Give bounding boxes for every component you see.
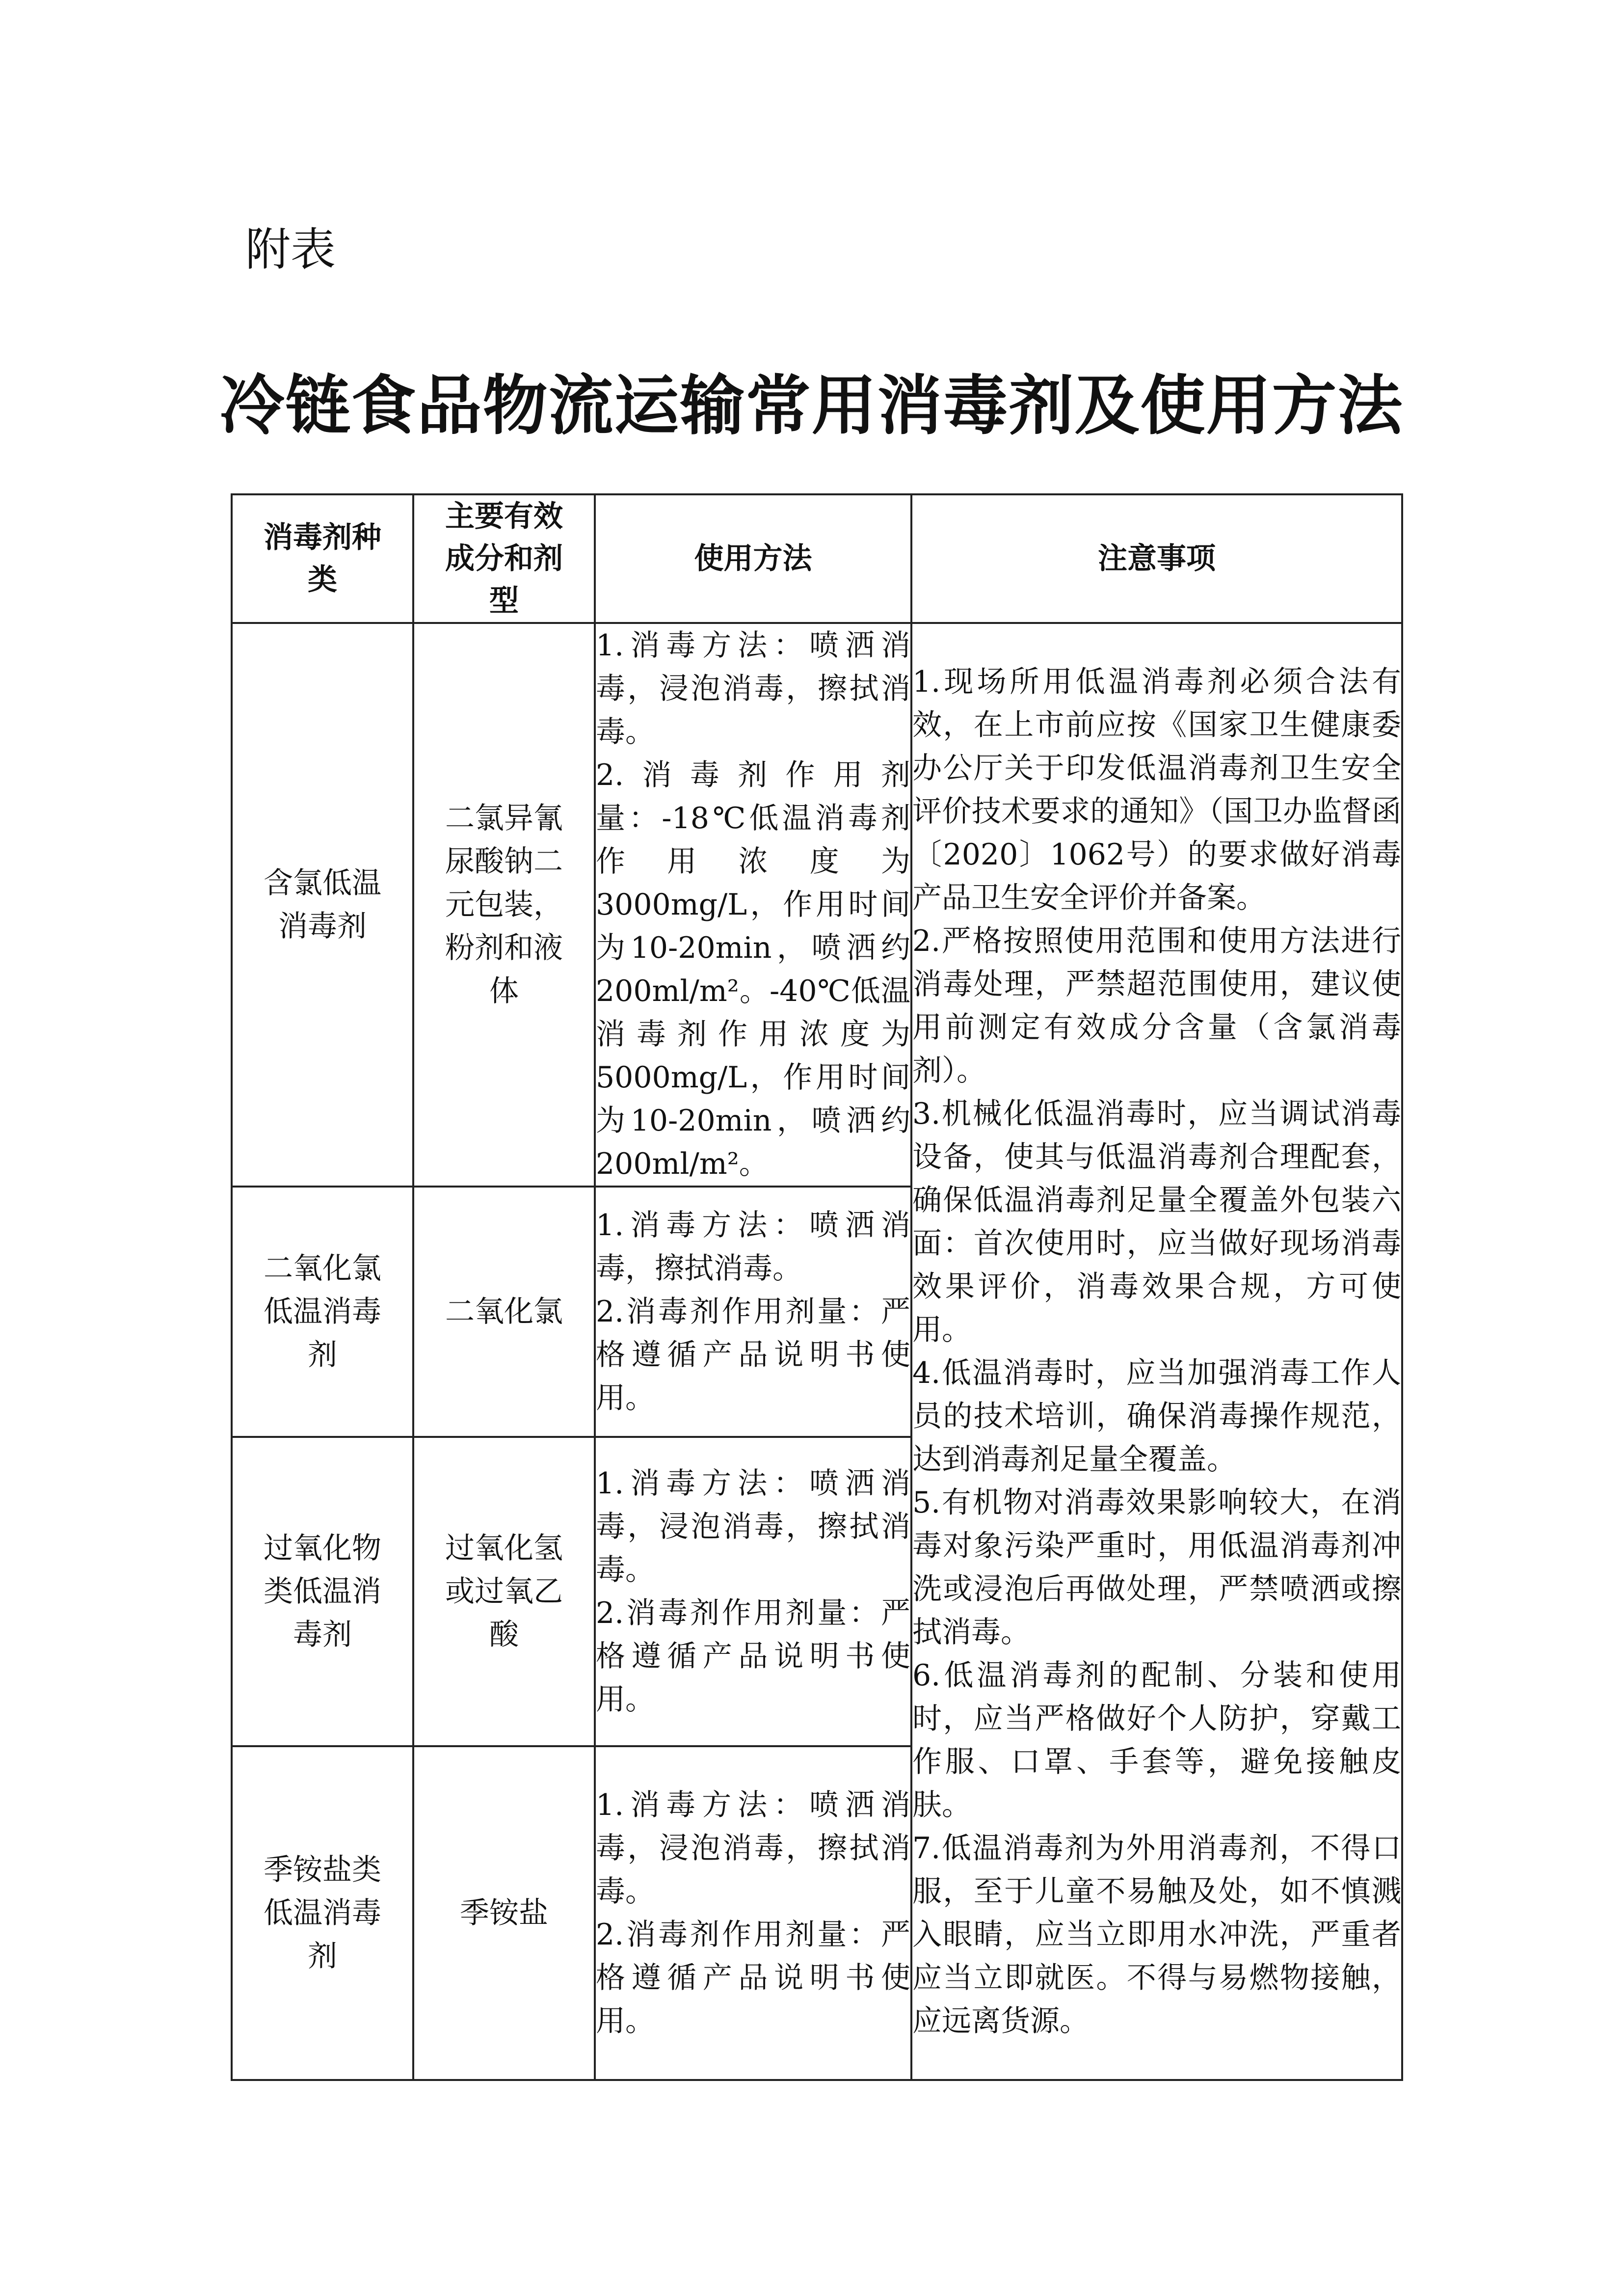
row-1-method	[595, 623, 911, 1187]
row-2-ingredient: 二氧化氯	[413, 1187, 595, 1437]
row-2-method-line-1: 1.消毒方法：喷洒消毒，擦拭消毒。	[596, 1208, 910, 1286]
row-2-type: 二氧化氯低温消毒剂	[232, 1187, 413, 1437]
note-item: 3.机械化低温消毒时，应当调试消毒设备，使其与低温消毒剂合理配套，确保低温消毒剂足量全覆盖外包装六面：首次使用时，应当做好现场消毒效果评价，消毒效果合规，方可使用。	[912, 1097, 1401, 1347]
disinfectant-table	[231, 493, 1403, 2081]
note-item: 2.严格按照使用范围和使用方法进行消毒处理，严禁超范围使用，建议使用前测定有效成分含量（含氯消毒剂）。	[912, 924, 1401, 1088]
row-4-method-line-1: 1.消毒方法：喷洒消毒，浸泡消毒，擦拭消毒。	[596, 1788, 910, 1909]
row-1-ingredient: 二氯异氰尿酸钠二元包装，粉剂和液体	[413, 623, 595, 1187]
row-3-method	[595, 1437, 911, 1746]
note-item: 4.低温消毒时，应当加强消毒工作人员的技术培训，确保消毒操作规范，达到消毒剂足量全覆盖。	[912, 1356, 1401, 1477]
row-1-method-line-1: 1.消毒方法：喷洒消毒，浸泡消毒，擦拭消毒。	[596, 628, 910, 749]
document-title: 冷链食品物流运输常用消毒剂及使用方法	[219, 368, 1404, 444]
note-item: 6.低温消毒剂的配制、分装和使用时，应当严格做好个人防护，穿戴工作服、口罩、手套等，避免接触皮肤。	[912, 1658, 1401, 1822]
row-3-method-line-2: 2.消毒剂作用剂量：严格遵循产品说明书使用。	[596, 1596, 910, 1717]
row-3-method-line-1: 1.消毒方法：喷洒消毒，浸泡消毒，擦拭消毒。	[596, 1466, 910, 1587]
row-2-method	[595, 1187, 911, 1437]
note-item: 5.有机物对消毒效果影响较大，在消毒对象污染严重时，用低温消毒剂冲洗或浸泡后再做处理，严禁喷洒或擦拭消毒。	[912, 1486, 1401, 1649]
annex-label: 附表	[245, 223, 336, 276]
header-type: 消毒剂种类	[232, 494, 413, 623]
note-item: 1.现场所用低温消毒剂必须合法有效，在上市前应按《国家卫生健康委办公厅关于印发低温消毒剂卫生安全评价技术要求的通知》（国卫办监督函〔2020〕1062号）的要求做好消毒产品卫生安全评价并备案。	[912, 665, 1401, 915]
table-row	[232, 623, 1402, 1187]
row-4-method-line-2: 2.消毒剂作用剂量：严格遵循产品说明书使用。	[596, 1918, 910, 2038]
row-2-method-line-2: 2.消毒剂作用剂量：严格遵循产品说明书使用。	[596, 1295, 910, 1415]
row-3-type: 过氧化物类低温消毒剂	[232, 1437, 413, 1746]
row-1-type: 含氯低温消毒剂	[232, 623, 413, 1187]
note-item: 7.低温消毒剂为外用消毒剂，不得口服，至于儿童不易触及处，如不慎溅入眼睛，应当立即用水冲洗，严重者应当立即就医。不得与易燃物接触，应远离货源。	[912, 1831, 1401, 2038]
notes-cell	[911, 623, 1402, 2080]
table-header-row	[232, 494, 1402, 623]
row-4-ingredient: 季铵盐	[413, 1746, 595, 2080]
row-4-method	[595, 1746, 911, 2080]
row-4-type: 季铵盐类低温消毒剂	[232, 1746, 413, 2080]
header-ingredient: 主要有效成分和剂型	[413, 494, 595, 623]
header-method: 使用方法	[595, 494, 911, 623]
header-notes: 注意事项	[911, 494, 1402, 623]
row-3-ingredient: 过氧化氢或过氧乙酸	[413, 1437, 595, 1746]
row-1-method-line-2: 2.消毒剂作用剂量：-18℃低温消毒剂作用浓度为3000mg/L，作用时间为10-20min，喷洒约200ml/m²。-40℃低温消毒剂作用浓度为5000mg/L，作用时间为10-20min，喷洒约200ml/m²。	[596, 758, 910, 1181]
